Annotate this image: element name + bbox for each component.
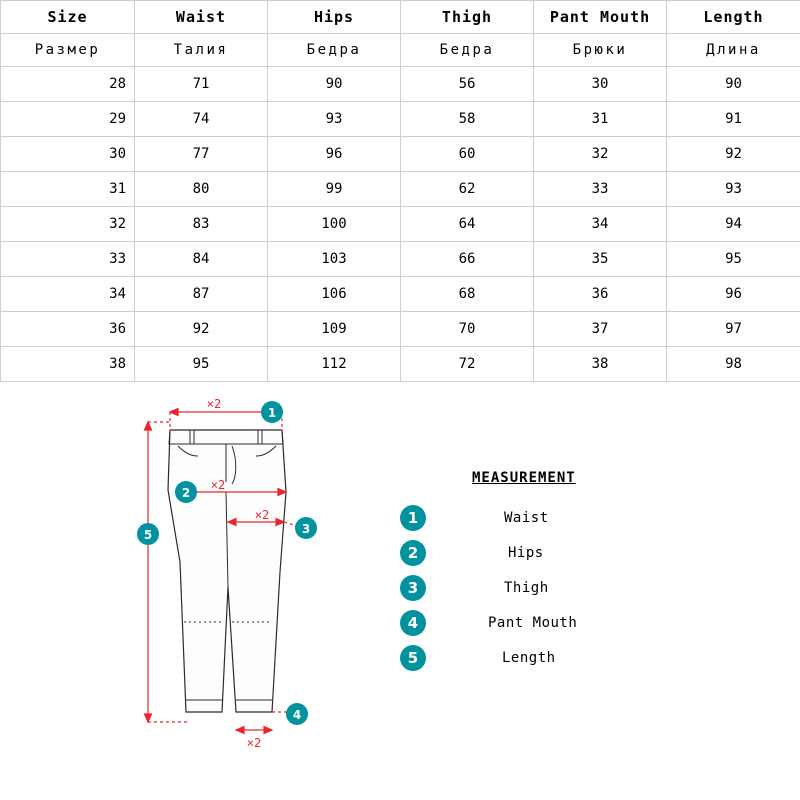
- x2-label-thigh: ×2: [254, 508, 270, 522]
- cell-length: 92: [667, 137, 800, 172]
- cell-thigh: 68: [401, 277, 534, 312]
- table-header-row-en: [1, 1, 800, 34]
- cell-size: 38: [1, 347, 135, 382]
- legend-label-length: Length: [502, 649, 556, 666]
- table-row: [1, 277, 800, 312]
- table-row: [1, 172, 800, 207]
- table-row: [1, 137, 800, 172]
- cell-waist: 84: [135, 242, 268, 277]
- header-cell-size-ru: Размер: [1, 34, 135, 67]
- cell-waist: 80: [135, 172, 268, 207]
- pants-illustration: [168, 430, 286, 712]
- cell-waist: 83: [135, 207, 268, 242]
- cell-waist: 92: [135, 312, 268, 347]
- legend-item-waist: [400, 500, 660, 535]
- measurement-diagram-area: [0, 382, 800, 764]
- cell-length: 94: [667, 207, 800, 242]
- cell-thigh: 62: [401, 172, 534, 207]
- svg-text:1: 1: [267, 406, 277, 420]
- header-cell-waist-ru: Талия: [135, 34, 268, 67]
- cell-length: 95: [667, 242, 800, 277]
- legend-bullet-3: 3: [400, 575, 426, 601]
- legend-item-hips: [400, 535, 660, 570]
- cell-size: 33: [1, 242, 135, 277]
- legend-item-pant-mouth: [400, 605, 660, 640]
- x2-label-pant-mouth: ×2: [246, 736, 262, 750]
- cell-size: 28: [1, 67, 135, 102]
- legend-label-thigh: Thigh: [504, 579, 549, 596]
- cell-hips: 109: [268, 312, 401, 347]
- cell-hips: 93: [268, 102, 401, 137]
- cell-pant-mouth: 33: [534, 172, 667, 207]
- cell-waist: 77: [135, 137, 268, 172]
- cell-pant-mouth: 31: [534, 102, 667, 137]
- cell-hips: 103: [268, 242, 401, 277]
- cell-waist: 87: [135, 277, 268, 312]
- table-row: [1, 67, 800, 102]
- cell-hips: 99: [268, 172, 401, 207]
- x2-label-waist: ×2: [206, 397, 222, 411]
- cell-length: 91: [667, 102, 800, 137]
- legend-item-thigh: [400, 570, 660, 605]
- legend-label-hips: Hips: [508, 544, 544, 561]
- table-row: [1, 102, 800, 137]
- cell-thigh: 60: [401, 137, 534, 172]
- table-row: [1, 242, 800, 277]
- cell-waist: 74: [135, 102, 268, 137]
- table-row: [1, 347, 800, 382]
- svg-text:3: 3: [301, 522, 311, 536]
- cell-thigh: 58: [401, 102, 534, 137]
- cell-size: 29: [1, 102, 135, 137]
- legend-bullet-1: 1: [400, 505, 426, 531]
- cell-size: 34: [1, 277, 135, 312]
- cell-thigh: 72: [401, 347, 534, 382]
- cell-length: 96: [667, 277, 800, 312]
- cell-pant-mouth: 32: [534, 137, 667, 172]
- header-cell-waist: Waist: [135, 1, 268, 34]
- pants-measurement-diagram: [0, 382, 400, 752]
- cell-size: 31: [1, 172, 135, 207]
- legend-bullet-4: 4: [400, 610, 426, 636]
- svg-text:5: 5: [143, 528, 153, 542]
- header-cell-thigh-ru: Бедра: [401, 34, 534, 67]
- legend-label-pant-mouth: Pant Mouth: [488, 614, 578, 631]
- header-cell-length: Length: [667, 1, 800, 34]
- cell-waist: 71: [135, 67, 268, 102]
- cell-waist: 95: [135, 347, 268, 382]
- cell-pant-mouth: 30: [534, 67, 667, 102]
- legend-item-length: [400, 640, 660, 675]
- cell-hips: 100: [268, 207, 401, 242]
- cell-size: 36: [1, 312, 135, 347]
- cell-hips: 90: [268, 67, 401, 102]
- cell-hips: 96: [268, 137, 401, 172]
- cell-pant-mouth: 38: [534, 347, 667, 382]
- header-cell-hips: Hips: [268, 1, 401, 34]
- header-cell-thigh: Thigh: [401, 1, 534, 34]
- cell-thigh: 64: [401, 207, 534, 242]
- table-row: [1, 207, 800, 242]
- svg-text:4: 4: [292, 708, 302, 722]
- cell-size: 30: [1, 137, 135, 172]
- measurement-legend: [400, 470, 660, 675]
- cell-pant-mouth: 35: [534, 242, 667, 277]
- cell-pant-mouth: 36: [534, 277, 667, 312]
- header-cell-pant-mouth: Pant Mouth: [534, 1, 667, 34]
- cell-length: 98: [667, 347, 800, 382]
- header-cell-pant-mouth-ru: Брюки: [534, 34, 667, 67]
- cell-hips: 106: [268, 277, 401, 312]
- header-cell-length-ru: Длина: [667, 34, 800, 67]
- cell-hips: 112: [268, 347, 401, 382]
- cell-thigh: 56: [401, 67, 534, 102]
- legend-bullet-5: 5: [400, 645, 426, 671]
- size-chart-table: [0, 0, 800, 382]
- table-row: [1, 312, 800, 347]
- cell-length: 97: [667, 312, 800, 347]
- cell-thigh: 70: [401, 312, 534, 347]
- header-cell-size: Size: [1, 1, 135, 34]
- svg-text:2: 2: [181, 486, 191, 500]
- table-header-row-ru: [1, 34, 800, 67]
- x2-label-hips: ×2: [210, 478, 226, 492]
- cell-pant-mouth: 37: [534, 312, 667, 347]
- header-cell-hips-ru: Бедра: [268, 34, 401, 67]
- legend-title: MEASUREMENT: [472, 470, 576, 486]
- cell-length: 90: [667, 67, 800, 102]
- cell-size: 32: [1, 207, 135, 242]
- legend-label-waist: Waist: [504, 509, 549, 526]
- cell-thigh: 66: [401, 242, 534, 277]
- legend-bullet-2: 2: [400, 540, 426, 566]
- cell-pant-mouth: 34: [534, 207, 667, 242]
- cell-length: 93: [667, 172, 800, 207]
